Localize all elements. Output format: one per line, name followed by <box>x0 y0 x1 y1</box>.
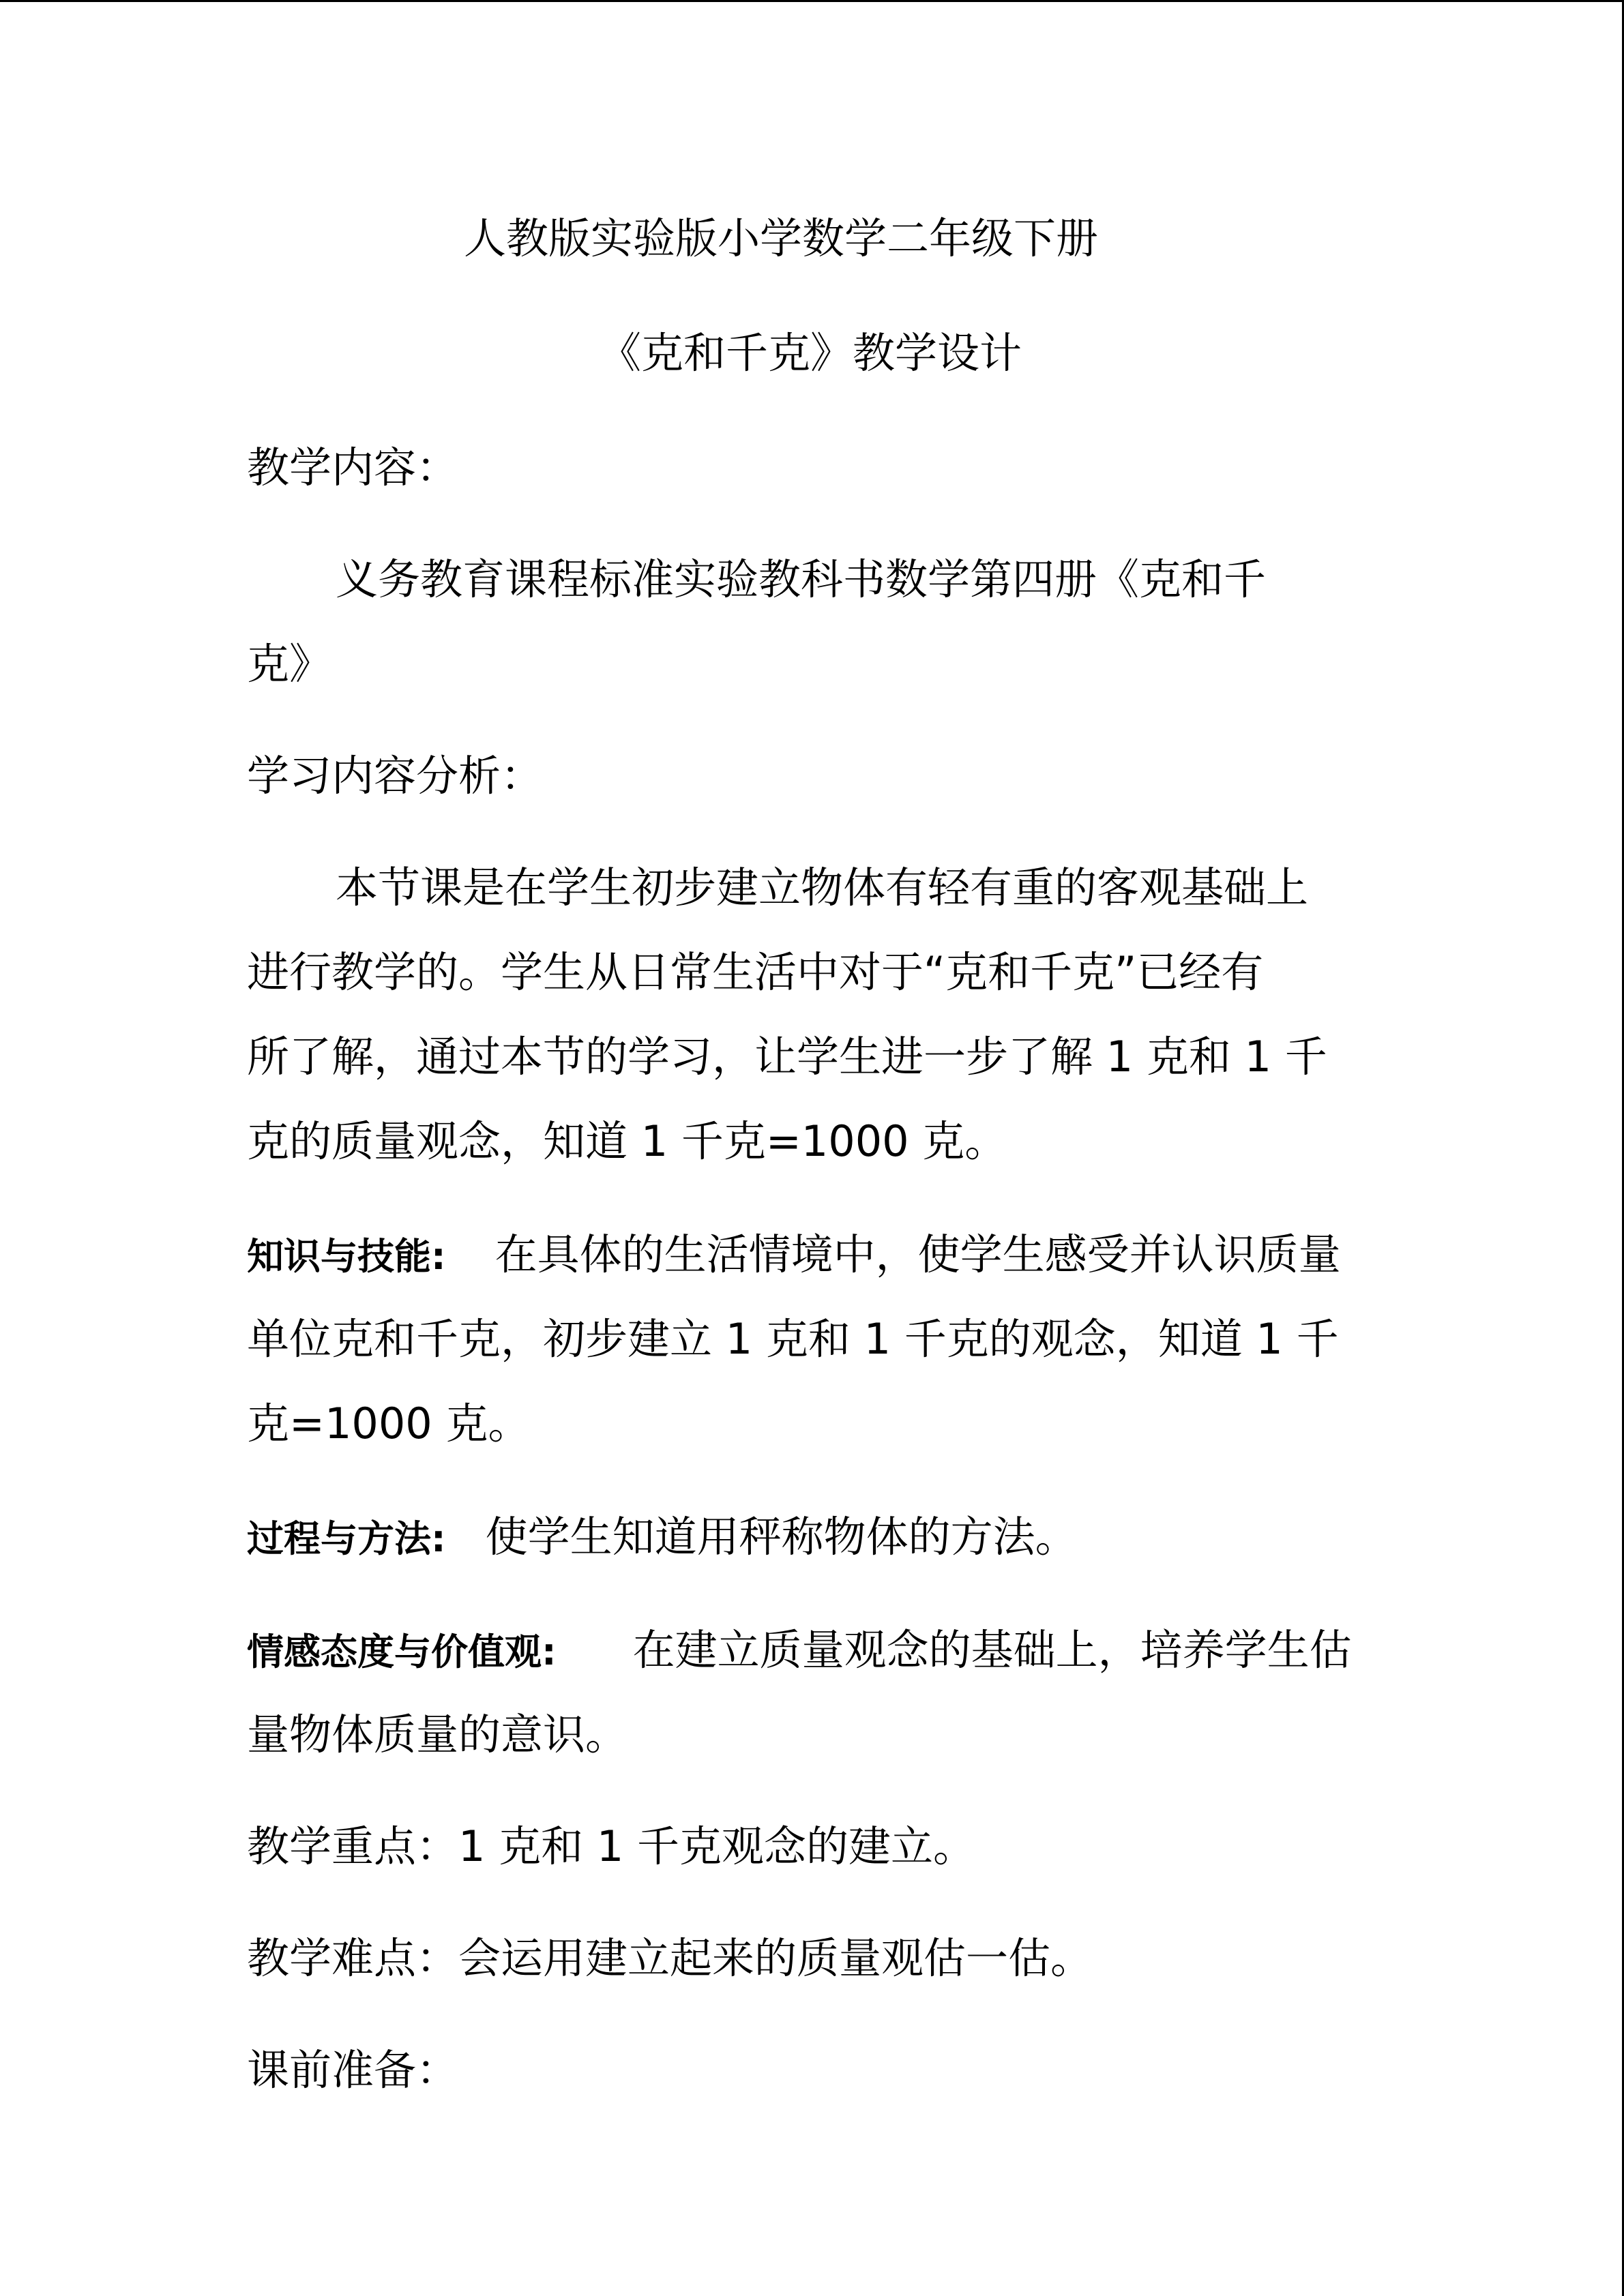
knowledge-skills-line-1 <box>247 1227 1341 1284</box>
learning-analysis-line-1: 本节课是在学生初步建立物体有轻有重的客观基础上 <box>336 863 1309 912</box>
teaching-content-line-2: 克》 <box>247 639 332 689</box>
process-method-label: 过程与方法: <box>247 1517 446 1560</box>
learning-analysis-heading: 学习内容分析： <box>247 751 544 801</box>
attitude-values-line-1 <box>247 1623 1352 1680</box>
knowledge-skills-line-3: 克=1000 克。 <box>247 1399 531 1448</box>
attitude-values-text-1: 在建立质量观念的基础上，培养学生估 <box>632 1625 1352 1675</box>
knowledge-skills-text-1: 在具体的生活情境中，使学生感受并认识质量 <box>494 1229 1341 1279</box>
process-method-line <box>247 1510 1078 1566</box>
title-line-1: 人教版实验版小学数学二年级下册 <box>464 213 1099 263</box>
learning-analysis-line-3: 所了解，通过本节的学习，让学生进一步了解 1 克和 1 千 <box>247 1032 1327 1082</box>
learning-analysis-line-2: 进行教学的。学生从日常生活中对于“克和千克”已经有 <box>247 947 1264 997</box>
teaching-content-heading: 教学内容： <box>247 443 459 492</box>
title-line-2: 《克和千克》教学设计 <box>599 328 1022 378</box>
top-border <box>0 0 1624 2</box>
key-point-line: 教学重点：1 克和 1 千克观念的建立。 <box>247 1821 976 1871</box>
preparation-heading: 课前准备： <box>247 2045 459 2095</box>
attitude-values-line-2: 量物体质量的意识。 <box>247 1710 628 1759</box>
attitude-values-label: 情感态度与价值观: <box>247 1630 557 1673</box>
knowledge-skills-line-2: 单位克和千克，初步建立 1 克和 1 千克的观念，知道 1 千 <box>247 1314 1339 1364</box>
difficult-point-line: 教学难点：会运用建立起来的质量观估一估。 <box>247 1933 1093 1983</box>
learning-analysis-line-4: 克的质量观念，知道 1 千克=1000 克。 <box>247 1116 1007 1166</box>
knowledge-skills-label: 知识与技能: <box>247 1235 446 1278</box>
process-method-text: 使学生知道用秤称物体的方法。 <box>485 1512 1078 1562</box>
teaching-content-line-1: 义务教育课程标准实验教科书数学第四册《克和千 <box>336 554 1267 604</box>
